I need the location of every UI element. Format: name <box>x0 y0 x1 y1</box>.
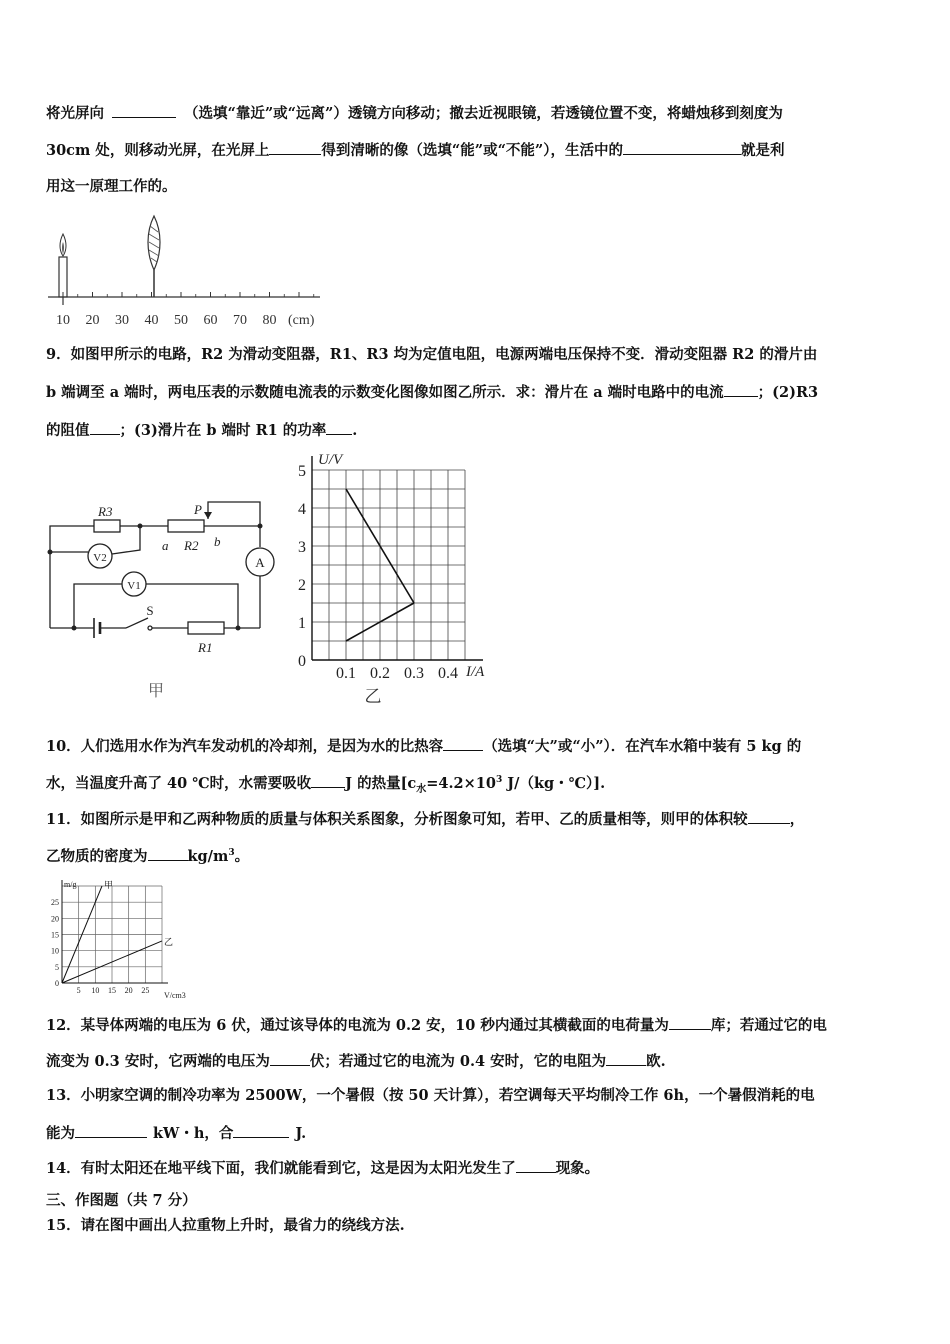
y-tick-label: 0 <box>55 979 59 988</box>
q8-line3: 用这一原理工作的。 <box>46 178 177 195</box>
label-a: a <box>162 538 169 553</box>
ruler-unit: (cm) <box>288 313 315 328</box>
q10-line2: 水，当温度升高了 40 ℃时，水需要吸收 J 的热量[$c_水=4.2\times 10^3$ J/（kg・℃）]. <box>46 775 606 795</box>
ruler-tick-label: 10 <box>56 313 70 328</box>
ruler-tick-label: 80 <box>262 313 277 328</box>
y-tick-label: 0 <box>298 653 306 670</box>
answer-blank[interactable] <box>669 1015 711 1030</box>
q12-line1: 12．某导体两端的电压为 6 伏，通过该导体的电流为 0.2 安，10 秒内通过其横截面的电荷量为 库；若通过它的电 <box>46 1017 827 1034</box>
label-r2: R2 <box>184 538 199 553</box>
q12-line2: 流变为 0.3 安时，它两端的电压为 伏；若通过它的电流为 0.4 安时，它的电阻为 欧. <box>46 1053 666 1070</box>
answer-blank[interactable] <box>75 1123 147 1138</box>
optical-bench-figure <box>44 212 334 332</box>
q15-line: 15．请在图中画出人拉重物上升时，最省力的绕线方法. <box>46 1217 405 1234</box>
figure-caption-jia: 甲 <box>147 683 165 700</box>
q10-line1: 10．人们选用水作为汽车发动机的冷却剂，是因为水的比热容 （选填“大”或“小”）．在汽车水箱中装有 5 kg 的 <box>46 738 802 755</box>
convex-lens <box>148 216 160 270</box>
y-tick-label: 4 <box>298 501 306 518</box>
ruler-ticks <box>63 292 314 297</box>
answer-blank[interactable] <box>233 1123 289 1138</box>
y-tick-label: 5 <box>55 962 59 972</box>
label-p: P <box>194 502 202 517</box>
q9-line3: 的阻值 ；(3)滑片在 b 端时 R1 的功率 . <box>46 422 358 439</box>
x-tick-label: 15 <box>108 986 116 995</box>
resistor-r1 <box>188 622 224 634</box>
answer-blank[interactable] <box>270 1051 310 1066</box>
answer-blank[interactable] <box>112 103 176 118</box>
q13-line1: 13．小明家空调的制冷功率为 2500W，一个暑假（按 50 天计算），若空调每天平均制冷工作 6h，一个暑假消耗的电 <box>46 1087 815 1104</box>
x-tick-label: 0.1 <box>336 665 356 682</box>
q13-line2: 能为 kW・h，合 J. <box>46 1125 307 1142</box>
graph-mass-volume <box>44 878 204 1000</box>
ruler-tick-label: 40 <box>144 313 159 328</box>
y-tick-label: 15 <box>51 930 59 940</box>
answer-blank[interactable] <box>90 420 120 435</box>
x-tick-label: 25 <box>141 986 150 995</box>
x-tick-label: 20 <box>124 986 133 995</box>
answer-blank[interactable] <box>606 1051 646 1066</box>
q11-line2: 乙物质的密度为 $kg/m^3$。 <box>46 848 250 865</box>
y-tick-label: 5 <box>298 463 306 480</box>
ruler-tick-label: 60 <box>203 313 218 328</box>
label-s: S <box>146 603 154 618</box>
y-tick-label: 10 <box>51 946 59 956</box>
y-tick-label: 2 <box>298 577 306 594</box>
q8-line1: 将光屏向 （选填“靠近”或“远离”）透镜方向移动；撤去近视眼镜，若透镜位置不变，将蜡烛移到刻度为 <box>46 105 783 122</box>
x-tick-label: 10 <box>91 986 100 995</box>
x-tick-label: 0.4 <box>438 665 458 682</box>
ruler-tick-label: 30 <box>115 313 129 328</box>
answer-blank[interactable] <box>724 382 758 397</box>
series-label: 甲 <box>104 880 114 890</box>
q11-line1: 11．如图所示是甲和乙两种物质的质量与体积关系图象，分析图象可知，若甲、乙的质量相等，则甲的体积较 ， <box>46 811 805 828</box>
axis-label-u: U/V <box>318 452 343 468</box>
y-tick-label: 20 <box>51 914 59 924</box>
ruler-tick-label: 20 <box>85 313 100 328</box>
x-tick-label: 0.3 <box>404 665 424 682</box>
ruler-tick-label: 70 <box>233 313 247 328</box>
switch-s <box>126 618 148 628</box>
answer-blank[interactable] <box>623 140 741 155</box>
label-v2: V2 <box>93 552 107 564</box>
answer-blank[interactable] <box>311 773 345 788</box>
q9-line1: 9．如图甲所示的电路，R2 为滑动变阻器，R1、R3 均为定值电阻，电源两端电压保持不变．滑动变阻器 R2 的滑片由 <box>46 346 818 363</box>
answer-blank[interactable] <box>326 420 352 435</box>
x-tick-label: 0.2 <box>370 665 390 682</box>
label-b: b <box>214 534 221 549</box>
y-tick-label: 1 <box>298 615 306 632</box>
answer-blank[interactable] <box>748 809 790 824</box>
axis-label-v: V/cm3 <box>164 991 186 1000</box>
q8-line2: 30cm 处，则移动光屏，在光屏上 得到清晰的像（选填“能”或“不能”），生活中的 就是利 <box>46 142 785 159</box>
answer-blank[interactable] <box>516 1158 556 1173</box>
section-heading: 三、作图题（共 7 分） <box>46 1192 197 1209</box>
label-r1: R1 <box>198 640 213 655</box>
circuit-diagram <box>44 492 284 704</box>
resistor-r3 <box>94 520 120 532</box>
label-v1: V1 <box>127 580 141 592</box>
figure-caption-yi: 乙 <box>364 687 382 705</box>
series-label: 乙 <box>164 936 174 947</box>
answer-blank[interactable] <box>443 736 483 751</box>
y-tick-label: 25 <box>51 898 59 908</box>
q14-line: 14．有时太阳还在地平线下面，我们就能看到它，这是因为太阳光发生了 现象。 <box>46 1160 600 1177</box>
answer-blank[interactable] <box>269 140 321 155</box>
label-r3: R3 <box>98 504 113 519</box>
ruler-tick-label: 50 <box>174 313 188 328</box>
label-ammeter: A <box>255 555 265 570</box>
axis-label-i: I/A <box>466 664 485 680</box>
axis-label-m: m/g <box>64 880 77 889</box>
graph-ui <box>276 450 506 705</box>
answer-blank[interactable] <box>148 846 188 861</box>
q9-line2: b 端调至 a 端时，两电压表的示数随电流表的示数变化图像如图乙所示．求：滑片在 a 端时电路中的电流 ；(2)R3 <box>46 384 819 401</box>
rheostat-r2 <box>168 520 204 532</box>
ruler-labels <box>56 313 277 328</box>
candle <box>59 257 67 297</box>
y-tick-label: 3 <box>298 539 306 556</box>
x-tick-label: 5 <box>76 986 81 995</box>
